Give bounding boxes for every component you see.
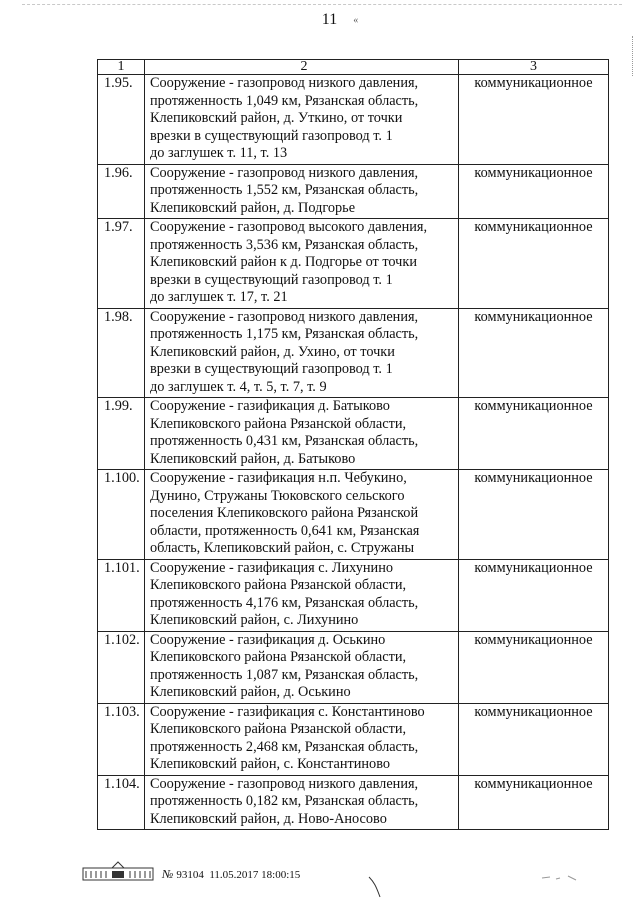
description-line: Сооружение - газопровод низкого давления, <box>150 775 419 792</box>
description-line: Сооружение - газопровод низкого давления, <box>150 308 419 325</box>
description-line: врезки в существующий газопровод т. 1 <box>150 271 393 288</box>
table-row <box>98 398 609 470</box>
row-number: 1.96. <box>98 164 145 219</box>
row-description <box>145 75 459 165</box>
description-line: Сооружение - газификация д. Батыково <box>150 398 390 414</box>
description-line: Дунино, Стружаны Тюковского сельского <box>150 487 405 504</box>
row-description <box>145 775 459 830</box>
description-line: Сооружение - газопровод высокого давления, <box>150 219 428 235</box>
row-number: 1.98. <box>98 308 145 398</box>
description-line: поселения Клепиковского района Рязанской <box>150 505 419 521</box>
row-type: коммуникационное <box>459 775 609 830</box>
row-description <box>145 703 459 775</box>
row-description <box>145 559 459 631</box>
row-number: 1.100. <box>98 470 145 560</box>
table-row <box>98 703 609 775</box>
description-line: до заглушек т. 17, т. 21 <box>150 289 288 305</box>
header-col-3: 3 <box>459 60 609 75</box>
row-type: коммуникационное <box>459 703 609 775</box>
table-row <box>98 775 609 830</box>
table-row <box>98 308 609 398</box>
row-number: 1.95. <box>98 75 145 165</box>
row-description <box>145 631 459 703</box>
description-line: Сооружение - газификация с. Константиново <box>150 703 425 720</box>
description-line: Клепиковский район, д. Уткино, от точки <box>150 110 403 126</box>
row-description <box>145 398 459 470</box>
description-line: протяженность 4,176 км, Рязанская область, <box>150 594 419 611</box>
description-line: протяженность 1,175 км, Рязанская область, <box>150 326 419 342</box>
description-line: Сооружение - газификация с. Лихунино <box>150 559 393 576</box>
description-line: протяженность 3,536 км, Рязанская область, <box>150 236 419 253</box>
row-number: 1.97. <box>98 219 145 309</box>
row-description <box>145 470 459 560</box>
row-type: коммуникационное <box>459 75 609 165</box>
table-row <box>98 164 609 219</box>
page-number-mark: « <box>353 14 359 26</box>
row-type: коммуникационное <box>459 559 609 631</box>
row-type: коммуникационное <box>459 164 609 219</box>
description-line: область, Клепиковский район, с. Стружаны <box>150 540 415 556</box>
row-description <box>145 164 459 219</box>
table-row <box>98 470 609 560</box>
page-number-value: 11 <box>321 11 338 28</box>
edge-scan-mark <box>632 36 635 76</box>
description-line: Клепиковского района Рязанской области, <box>150 649 407 665</box>
description-line: Сооружение - газификация н.п. Чебукино, <box>150 470 407 486</box>
row-description <box>145 308 459 398</box>
row-type: коммуникационное <box>459 470 609 560</box>
row-description <box>145 219 459 309</box>
header-col-2: 2 <box>145 60 459 75</box>
description-line: протяженность 0,431 км, Рязанская область, <box>150 433 419 449</box>
description-line: Клепиковский район, с. Лихунино <box>150 612 359 628</box>
row-type: коммуникационное <box>459 219 609 309</box>
description-line: Клепиковский район, с. Константиново <box>150 756 390 772</box>
property-table <box>97 59 609 830</box>
registration-stamp <box>162 867 300 882</box>
description-line: области, протяженность 0,641 км, Рязанская <box>150 522 420 539</box>
row-number: 1.102. <box>98 631 145 703</box>
row-number: 1.101. <box>98 559 145 631</box>
description-line: Сооружение - газопровод низкого давления, <box>150 75 419 91</box>
top-scan-dashes <box>22 4 622 6</box>
description-line: протяженность 1,049 км, Рязанская область, <box>150 92 419 109</box>
stamp-datetime: 11.05.2017 18:00:15 <box>209 869 301 881</box>
description-line: врезки в существующий газопровод т. 1 <box>150 127 393 144</box>
description-line: Клепиковский район, д. Батыково <box>150 450 356 467</box>
government-building-emblem-icon <box>82 860 154 882</box>
description-line: Сооружение - газификация д. Оськино <box>150 631 386 648</box>
row-type: коммуникационное <box>459 308 609 398</box>
property-table-body <box>98 60 609 830</box>
scan-smudge-icon <box>540 870 580 886</box>
description-line: Клепиковского района Рязанской области, <box>150 415 407 432</box>
table-row <box>98 75 609 165</box>
row-type: коммуникационное <box>459 631 609 703</box>
description-line: протяженность 1,552 км, Рязанская область, <box>150 182 419 198</box>
number-sign: № <box>162 867 174 881</box>
description-line: Клепиковского района Рязанской области, <box>150 721 407 737</box>
description-line: врезки в существующий газопровод т. 1 <box>150 361 393 377</box>
description-line: протяженность 0,182 км, Рязанская область, <box>150 793 419 809</box>
table-header-row <box>98 60 609 75</box>
pen-mark-icon <box>368 876 382 898</box>
document-number: 93104 <box>176 869 204 881</box>
page-number <box>0 11 640 29</box>
table-row <box>98 631 609 703</box>
description-line: Клепиковский район, д. Оськино <box>150 684 351 700</box>
description-line: протяженность 1,087 км, Рязанская область, <box>150 666 419 683</box>
header-col-1: 1 <box>98 60 145 75</box>
row-number: 1.99. <box>98 398 145 470</box>
description-line: Клепиковского района Рязанской области, <box>150 577 407 593</box>
description-line: Сооружение - газопровод низкого давления, <box>150 164 419 181</box>
description-line: Клепиковский район, д. Ново-Аносово <box>150 810 387 827</box>
description-line: до заглушек т. 11, т. 13 <box>150 145 288 161</box>
table-row <box>98 559 609 631</box>
description-line: Клепиковский район к д. Подгорье от точки <box>150 254 417 270</box>
row-number: 1.103. <box>98 703 145 775</box>
description-line: Клепиковский район, д. Подгорье <box>150 199 356 216</box>
description-line: протяженность 2,468 км, Рязанская область, <box>150 738 419 755</box>
description-line: Клепиковский район, д. Ухино, от точки <box>150 343 395 360</box>
table-row <box>98 219 609 309</box>
row-number: 1.104. <box>98 775 145 830</box>
row-type: коммуникационное <box>459 398 609 470</box>
description-line: до заглушек т. 4, т. 5, т. 7, т. 9 <box>150 378 327 395</box>
